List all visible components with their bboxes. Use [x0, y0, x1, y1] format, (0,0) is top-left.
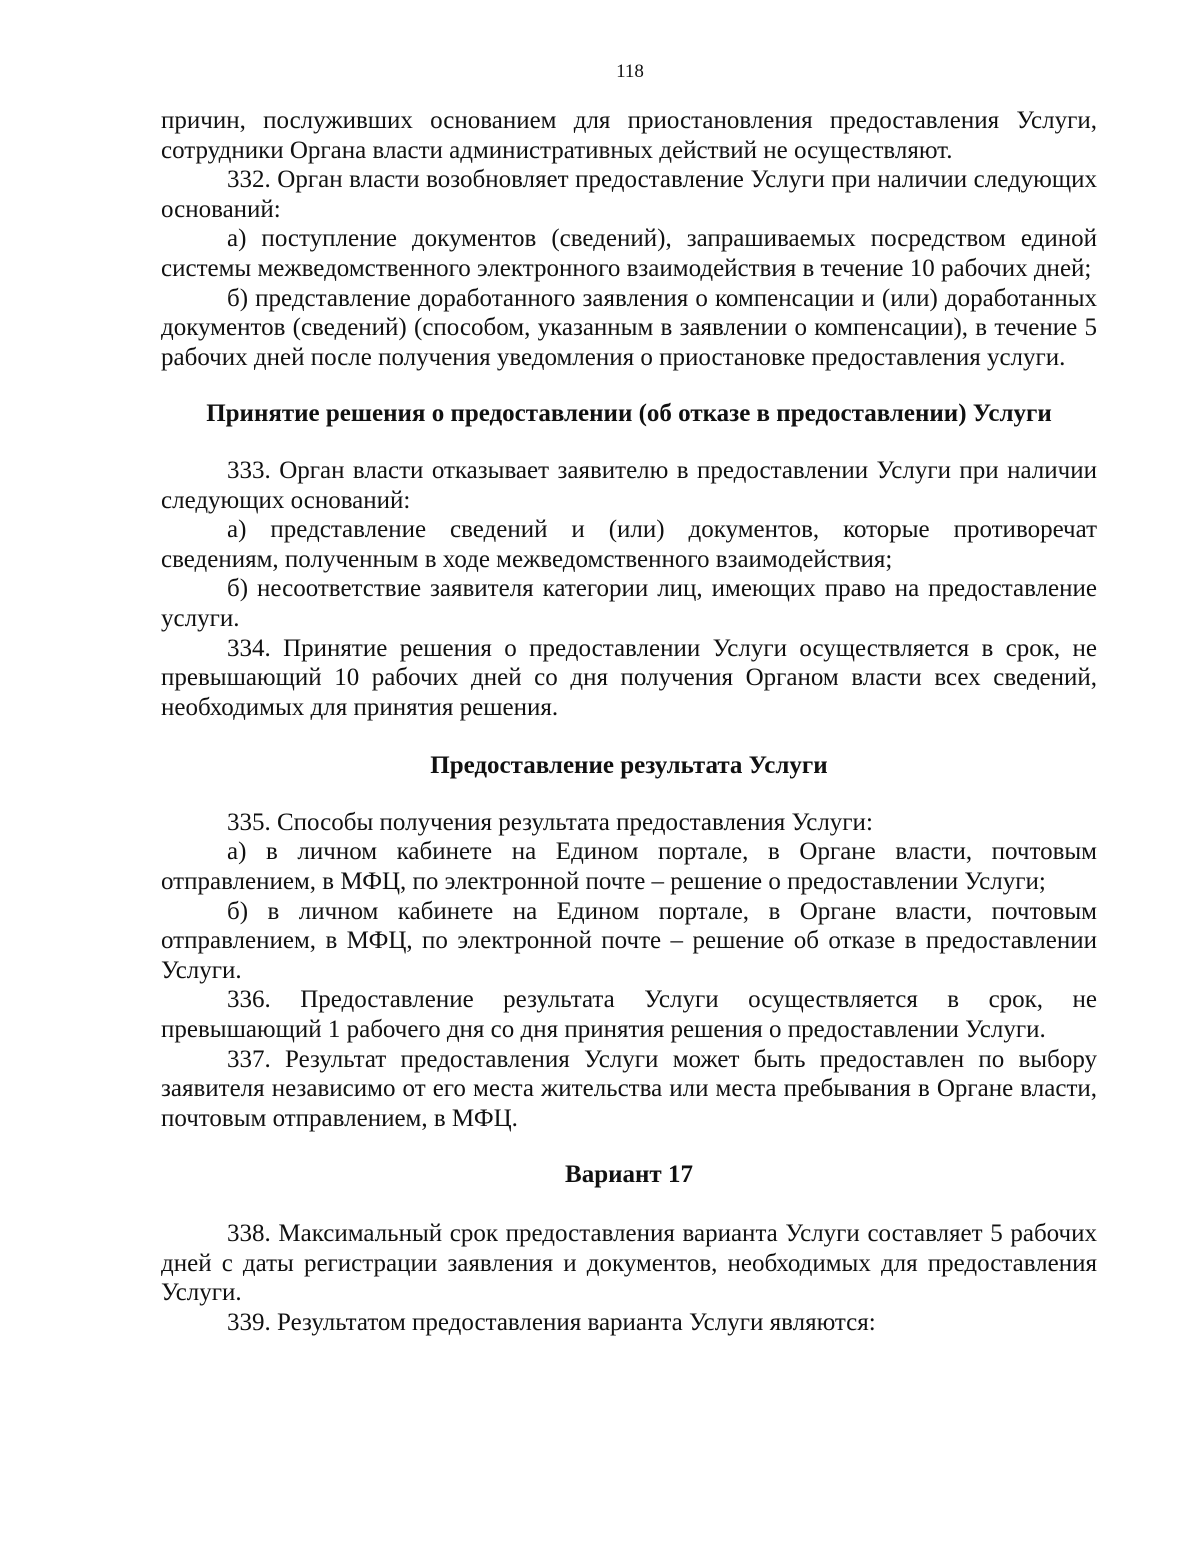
- paragraph-335-a: а) в личном кабинете на Едином портале, в Органе власти, почтовым отправлением, в МФЦ, по электронной почте – решение о предоставлении Услуги;: [161, 838, 1097, 896]
- paragraph-333-a: а) представление сведений и (или) документов, которые противоречат сведениям, полученным в ходе межведомственного взаимодействия;: [161, 516, 1097, 573]
- paragraph-336: 336. Предоставление результата Услуги осуществляется в срок, не превышающий 1 рабочего дня со дня принятия решения о предоставлении Услуги.: [161, 986, 1097, 1044]
- paragraph-333-b: б) несоответствие заявителя категории лиц, имеющих право на предоставление услуги.: [161, 575, 1097, 632]
- section-heading-result: Предоставление результата Услуги: [430, 752, 828, 780]
- paragraph-338: 338. Максимальный срок предоставления варианта Услуги составляет 5 рабочих дней с даты регистрации заявления и документов, необходимых для предоставления Услуги.: [161, 1220, 1097, 1307]
- paragraph-335: 335. Способы получения результата предоставления Услуги:: [227, 808, 873, 836]
- section-heading-decision: Принятие решения о предоставлении (об отказе в предоставлении) Услуги: [206, 400, 1052, 428]
- paragraph-332-b: б) представление доработанного заявления о компенсации и (или) доработанных документов (сведений) (способом, указанным в заявлении о компенсации), в течение 5 рабочих дней после получения уведомления о приостановке предоставления услуги.: [161, 284, 1097, 371]
- paragraph-332-a: а) поступление документов (сведений), запрашиваемых посредством единой системы межведомственного электронного взаимодействия в течение 10 рабочих дней;: [161, 225, 1097, 282]
- section-heading-variant: Вариант 17: [565, 1161, 693, 1189]
- paragraph-339: 339. Результатом предоставления варианта Услуги являются:: [227, 1308, 876, 1336]
- paragraph-335-b: б) в личном кабинете на Едином портале, в Органе власти, почтовым отправлением, в МФЦ, по электронной почте – решение об отказе в предоставлении Услуги.: [161, 897, 1097, 984]
- document-body: [161, 106, 1097, 1337]
- paragraph-332: 332. Орган власти возобновляет предоставление Услуги при наличии следующих оснований:: [161, 166, 1097, 223]
- paragraph-333: 333. Орган власти отказывает заявителю в предоставлении Услуги при наличии следующих оснований:: [161, 456, 1097, 514]
- paragraph-continuation: причин, послуживших основанием для приостановления предоставления Услуги, сотрудники Органа власти административных действий не осуществляют.: [161, 107, 1097, 164]
- page-number: 118: [616, 61, 644, 82]
- paragraph-334: 334. Принятие решения о предоставлении Услуги осуществляется в срок, не превышающий 10 рабочих дней со дня получения Органом власти всех сведений, необходимых для принятия решения.: [161, 634, 1097, 721]
- paragraph-337: 337. Результат предоставления Услуги может быть предоставлен по выбору заявителя независимо от его места жительства или места пребывания в Органе власти, почтовым отправлением, в МФЦ.: [161, 1045, 1097, 1132]
